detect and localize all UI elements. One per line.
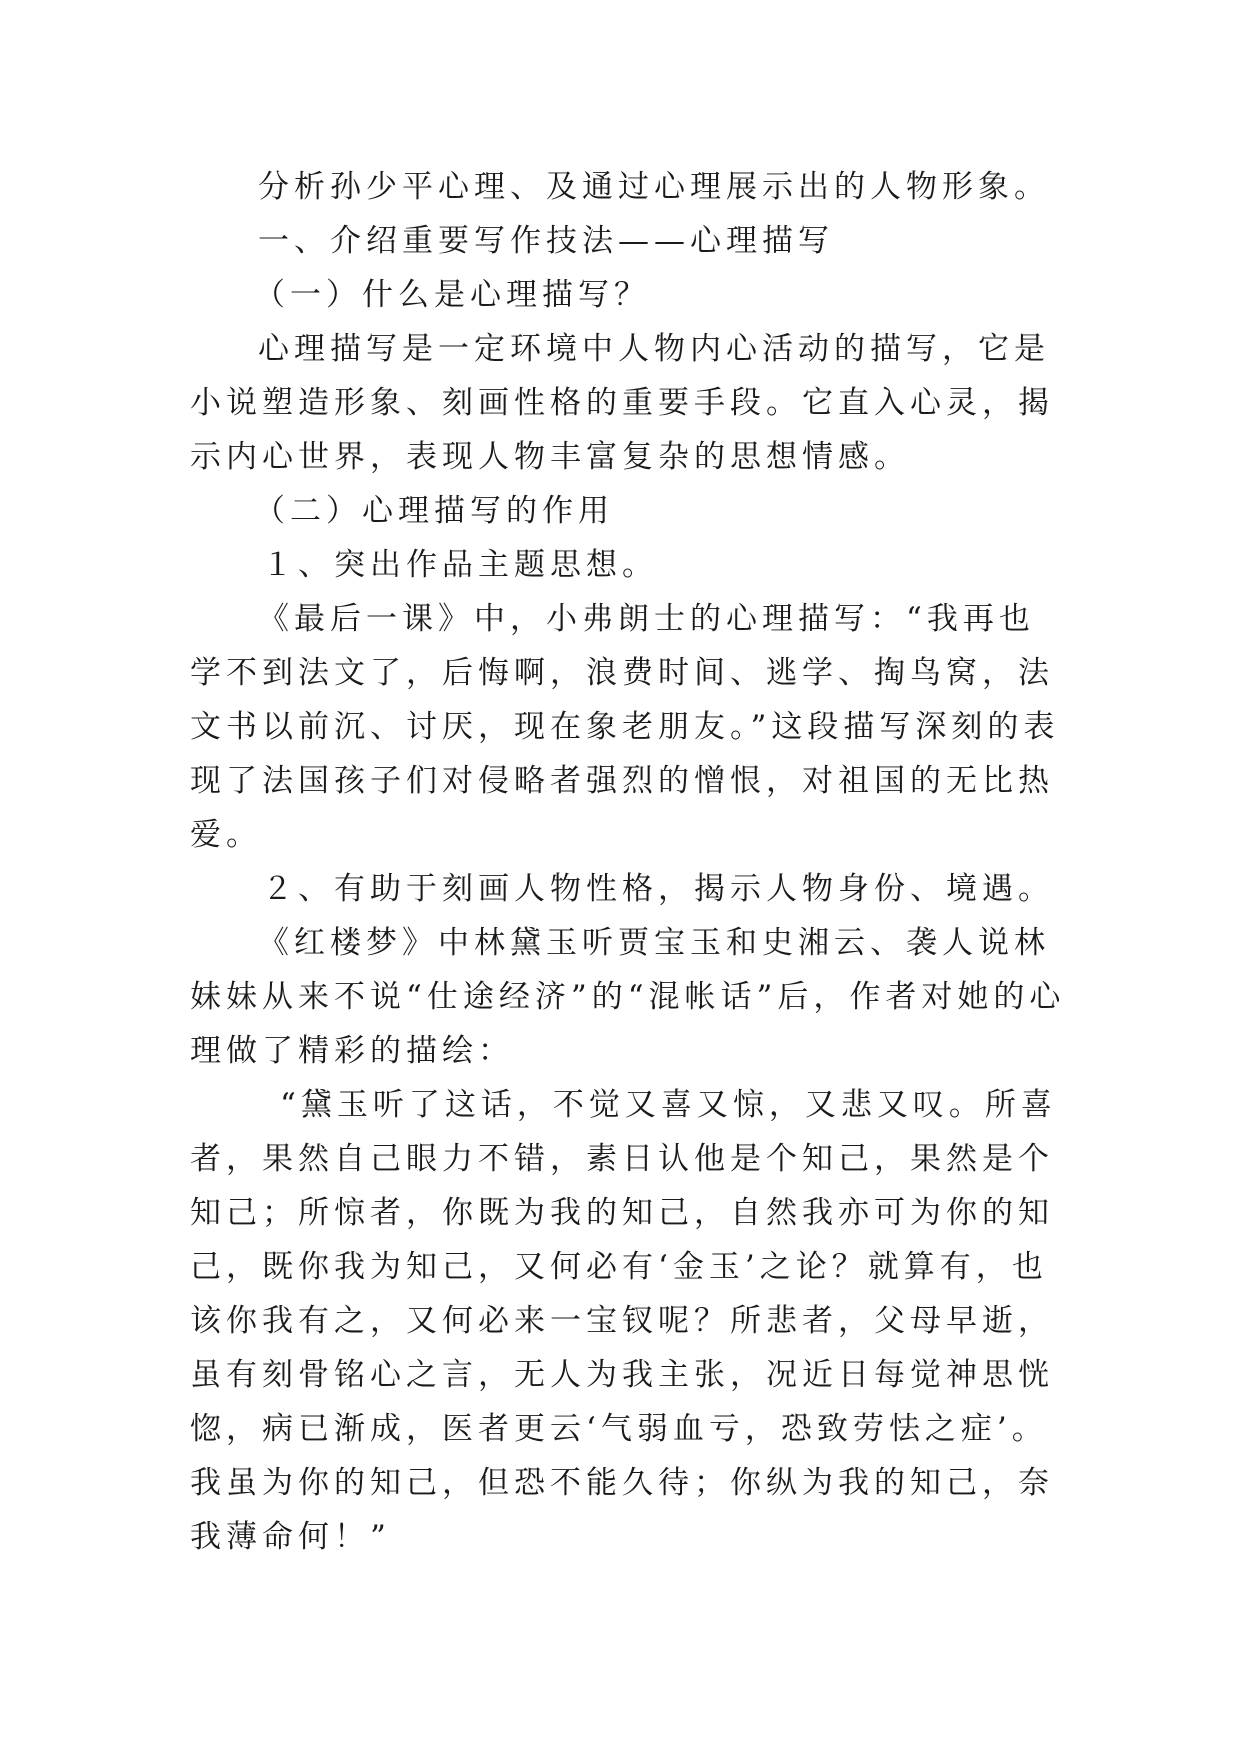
example-paragraph-2: 《红楼梦》中林黛玉听贾宝玉和史湘云、袭人说林妹妹从来不说“仕途经济”的“混帐话”后，作者对她的心理做了精彩的描绘： [190,925,1066,1069]
list-item-1: １、突出作品主题思想。 [262,547,658,583]
definition-paragraph: 心理描写是一定环境中人物内心活动的描写，它是小说塑造形象、刻画性格的重要手段。它直入心灵，揭示内心世界，表现人物丰富复杂的思想情感。 [190,331,1054,475]
subsection-heading-1: （一）什么是心理描写？ [254,277,650,313]
document-body [190,160,1070,1564]
list-item-2: ２、有助于刻画人物性格，揭示人物身份、境遇。 [262,871,1054,907]
example-paragraph-1: 《最后一课》中，小弗朗士的心理描写：“我再也学不到法文了，后悔啊，浪费时间、逃学、掏鸟窝，法文书以前沉、讨厌，现在象老朋友。”这段描写深刻的表现了法国孩子们对侵略者强烈的憎恨，对祖国的无比热爱。 [190,601,1060,853]
section-heading-1: 一、介绍重要写作技法——心理描写 [258,223,834,259]
quote-paragraph: “黛玉听了这话，不觉又喜又惊，又悲又叹。所喜者，果然自己眼力不错，素日认他是个知己，果然是个知己；所惊者，你既为我的知己，自然我亦可为你的知己，既你我为知己，又何必有‘金玉’之论？就算有，也该你我有之，又何必来一宝钗呢？所悲者，父母早逝，虽有刻骨铭心之言，无人为我主张，况近日每觉神思恍惚，病已渐成，医者更云‘气弱血亏，恐致劳怯之症’。我虽为你的知己，但恐不能久待；你纵为我的知己，奈我薄命何！” [190,1087,1057,1555]
intro-paragraph: 分析孙少平心理、及通过心理展示出的人物形象。 [258,169,1050,205]
subsection-heading-2: （二）心理描写的作用 [254,493,614,529]
